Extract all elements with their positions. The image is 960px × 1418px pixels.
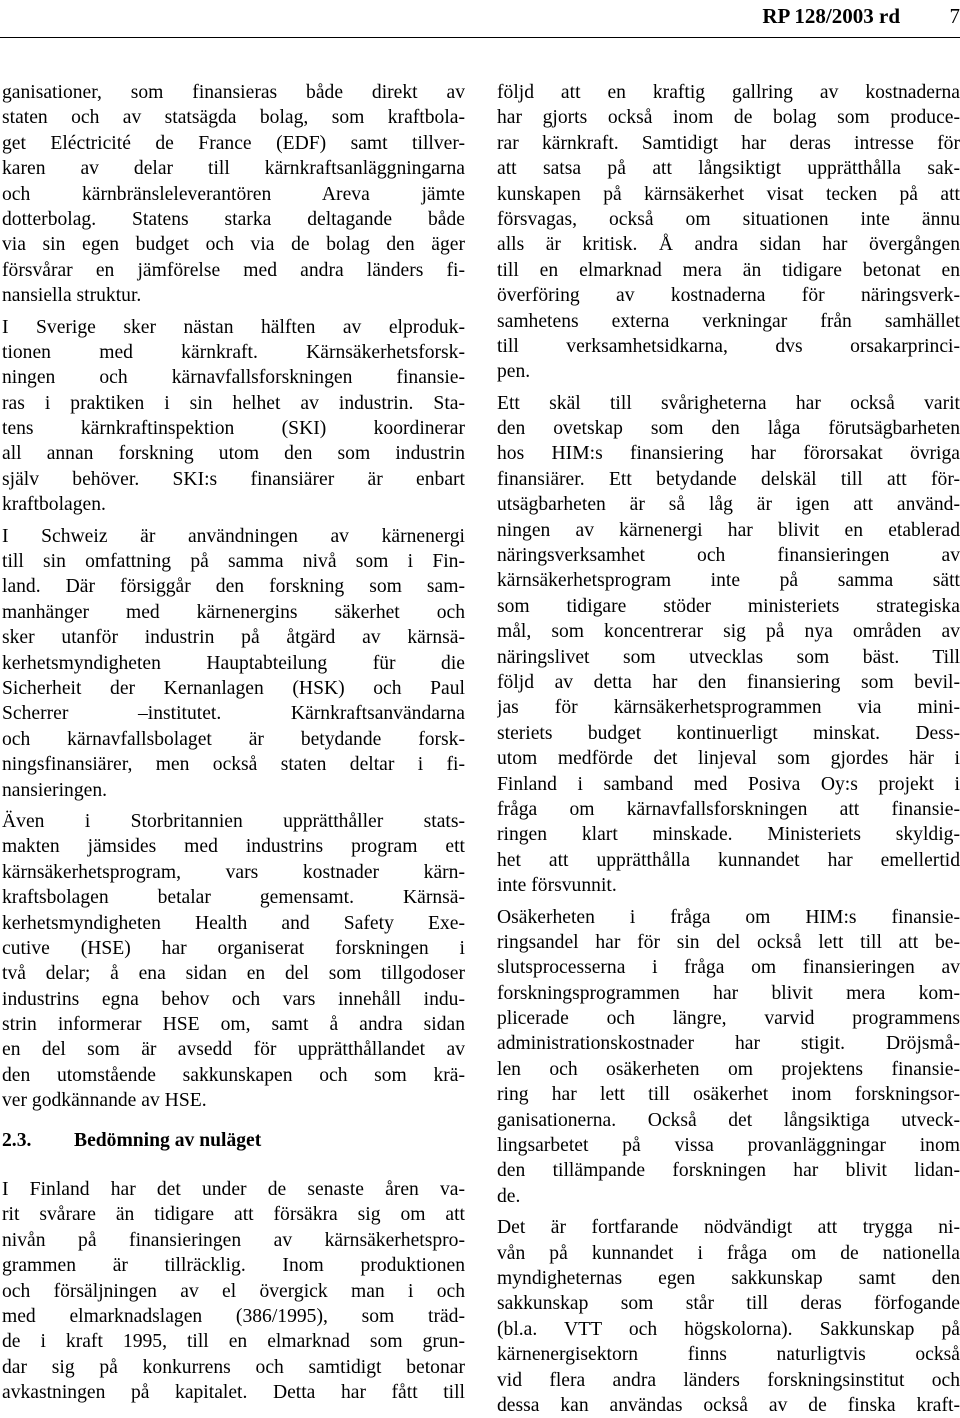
text-line: sker utanför industrin på åtgärd av kärnsä- — [2, 625, 465, 650]
text-line: staten och av statsägda bolag, som kraftbola- — [2, 105, 465, 130]
text-line: len och osäkerheten om projektens finansie- — [497, 1057, 960, 1082]
text-line: grammen är tillräcklig. Inom produktionen — [2, 1253, 465, 1278]
section-title: Bedömning av nuläget — [74, 1128, 261, 1153]
text-line: och kärnavfallsbolaget är betydande forsk- — [2, 727, 465, 752]
text-line: plicerade och längre, varvid programmens — [497, 1006, 960, 1031]
text-line: följd att en kraftig gallring av kostnaderna — [497, 80, 960, 105]
text-line: I Sverige sker nästan hälften av elproduk- — [2, 315, 465, 340]
text-line: ras i praktiken i sin helhet av industrin. Sta- — [2, 391, 465, 416]
text-line: administrationskostnader har stigit. Dröjsmå- — [497, 1031, 960, 1056]
text-line: ringsandel har för sin del också lett till att be- — [497, 930, 960, 955]
text-line: kraftsbolagen betalar gemensamt. Kärnsä- — [2, 885, 465, 910]
text-line: och försäljningen av el övergick man i och — [2, 1279, 465, 1304]
text-line: kraftbolagen. — [2, 492, 465, 517]
text-line: försvagas, också om situationen inte ännu — [497, 207, 960, 232]
text-line: het att upprätthålla kunnandet har emellertid — [497, 848, 960, 873]
text-line: Osäkerheten i fråga om HIM:s finansie- — [497, 905, 960, 930]
text-line: jas för kärnsäkerhetsprogrammen via mini- — [497, 695, 960, 720]
text-line: en del som är avsedd för upprätthållandet av — [2, 1037, 465, 1062]
text-line: mål, som koncentrerar sig på nya områden av — [497, 619, 960, 644]
text-line: lingsarbetet på vissa provanläggningar inom — [497, 1133, 960, 1158]
text-line: avkastningen på kapitalet. Detta har fått till — [2, 1380, 465, 1405]
text-line: rar kärnkraft. Samtidigt har deras intresse för — [497, 131, 960, 156]
text-line: ganisationerna. Också det långsiktiga utveck- — [497, 1108, 960, 1133]
text-line: näringsverksamhet och finansieringen av — [497, 543, 960, 568]
text-line: två delar; å ena sidan en del som tillgodoser — [2, 961, 465, 986]
text-line: tens kärnkraftinspektion (SKI) koordinerar — [2, 416, 465, 441]
text-line: nansieringen. — [2, 778, 465, 803]
text-line: karen av delar till kärnkraftsanläggningarna — [2, 156, 465, 181]
text-line: steriets budget kontinuerligt minskat. Dess- — [497, 721, 960, 746]
text-line: och kärnbränsleleverantören Areva jämte — [2, 182, 465, 207]
paragraph — [2, 80, 465, 309]
text-line: dar sig på konkurrens och samtidigt betonar — [2, 1355, 465, 1380]
right-column — [497, 80, 960, 1418]
paragraph — [2, 809, 465, 1114]
document-reference: RP 128/2003 rd — [762, 4, 900, 29]
text-line: ganisationer, som finansieras både direkt av — [2, 80, 465, 105]
text-line: dessa kan användas också av de finska kraft- — [497, 1393, 960, 1418]
text-line: till sin omfattning på samma nivå som i Fin- — [2, 549, 465, 574]
text-line: industrins egna behov och vars innehåll indu- — [2, 987, 465, 1012]
text-line: rit svårare än tidigare att försäkra sig om att — [2, 1202, 465, 1227]
text-line: I Finland har det under de senaste åren va- — [2, 1177, 465, 1202]
text-line: (bl.a. VTT och högskolorna). Sakkunskap på — [497, 1317, 960, 1342]
text-line: ningen av kärnenergi har blivit en etablerad — [497, 518, 960, 543]
text-line: överföring av kostnaderna för näringsverk- — [497, 283, 960, 308]
text-line: all annan forskning utom den som industrin — [2, 441, 465, 466]
text-line: fråga om kärnavfallsforskningen att finansie- — [497, 797, 960, 822]
text-line: ningen och kärnavfallsforskningen finansie- — [2, 365, 465, 390]
text-line: den tillämpande forskningen har blivit lidan- — [497, 1158, 960, 1183]
paragraph — [2, 315, 465, 518]
text-line: nivån på finansieringen av kärnsäkerhetspro- — [2, 1228, 465, 1253]
text-line: de. — [497, 1184, 960, 1209]
text-line: I Schweiz är användningen av kärnenergi — [2, 524, 465, 549]
text-line: kärnenergisektorn finns naturligtvis också — [497, 1342, 960, 1367]
text-line: den utomstående sakkunskapen och som krä- — [2, 1063, 465, 1088]
text-line: samhetens externa verkningar från samhället — [497, 309, 960, 334]
text-line: ringen klart minskade. Ministeriets skyldig- — [497, 822, 960, 847]
text-line: get Eléctricité de France (EDF) samt tillver- — [2, 131, 465, 156]
text-line: Det är fortfarande nödvändigt att trygga ni- — [497, 1215, 960, 1240]
section-heading — [2, 1128, 465, 1153]
text-line: forskningsprogrammen har blivit mera kom- — [497, 981, 960, 1006]
text-line: följd av detta har den finansiering som bevil- — [497, 670, 960, 695]
text-line: kärnsäkerhetsprogram inte på samma sätt — [497, 568, 960, 593]
paragraph — [2, 1177, 465, 1406]
text-line: kerhetsmyndigheten Health and Safety Exe- — [2, 911, 465, 936]
text-line: till verksamhetsidkarna, dvs orsakarprinci- — [497, 334, 960, 359]
text-line: kerhetsmyndigheten Hauptabteilung für die — [2, 651, 465, 676]
text-line: försvårar en jämförelse med andra länders fi- — [2, 258, 465, 283]
paragraph — [2, 524, 465, 803]
text-line: kunskapen på kärnsäkerhet visat tecken på att — [497, 182, 960, 207]
text-line: strin informerar HSE om, samt å andra sidan — [2, 1012, 465, 1037]
text-line: den ovetskap som den låga förutsägbarheten — [497, 416, 960, 441]
text-line: hos HIM:s finansiering har förorsakat övriga — [497, 441, 960, 466]
text-line: via sin egen budget och via de bolag den äger — [2, 232, 465, 257]
text-line: sakkunskap som står till deras förfogande — [497, 1291, 960, 1316]
paragraph — [497, 80, 960, 385]
text-line: näringslivet som utvecklas som bäst. Till — [497, 645, 960, 670]
text-line: finansiärer. Ett betydande delskäl till att för- — [497, 467, 960, 492]
page-number: 7 — [950, 4, 960, 29]
paragraph — [497, 391, 960, 899]
text-line: inte försvunnit. — [497, 873, 960, 898]
text-line: ningsfinansiärer, men också staten deltar i fi- — [2, 752, 465, 777]
section-number: 2.3. — [2, 1128, 74, 1153]
text-line: Ett skäl till svårigheterna har också varit — [497, 391, 960, 416]
text-line: utsägbarheten är så låg är igen att använd- — [497, 492, 960, 517]
text-line: själv behöver. SKI:s finansiärer är enbart — [2, 467, 465, 492]
text-line: manhänger med kärnenergins säkerhet och — [2, 600, 465, 625]
paragraph — [497, 905, 960, 1210]
text-line: kärnsäkerhetsprogram, vars kostnader kärn- — [2, 860, 465, 885]
text-line: cutive (HSE) har organiserat forskningen i — [2, 936, 465, 961]
text-line: som tidigare stöder ministeriets strategiska — [497, 594, 960, 619]
text-line: dotterbolag. Statens starka deltagande både — [2, 207, 465, 232]
text-line: vid flera andra länders forskningsinstitut och — [497, 1368, 960, 1393]
text-line: Scherrer –institutet. Kärnkraftsanvändarna — [2, 701, 465, 726]
text-line: till en elmarknad mera än tidigare betonat en — [497, 258, 960, 283]
text-line: vån på kunnandet i fråga om de nationella — [497, 1241, 960, 1266]
text-line: myndigheternas egen sakkunskap samt den — [497, 1266, 960, 1291]
text-line: Sicherheit der Kernanlagen (HSK) och Paul — [2, 676, 465, 701]
text-line: utom medförde det linjeval som gjordes här i — [497, 746, 960, 771]
text-line: har gjorts också inom de bolag som produce- — [497, 105, 960, 130]
text-line: Finland i samband med Posiva Oy:s projekt i — [497, 772, 960, 797]
page-header — [0, 4, 960, 30]
text-line: makten jämsides med industrins program ett — [2, 834, 465, 859]
paragraph — [497, 1215, 960, 1418]
text-line: nansiella struktur. — [2, 283, 465, 308]
text-line: alls är kritisk. Å andra sidan har övergången — [497, 232, 960, 257]
text-line: tionen med kärnkraft. Kärnsäkerhetsforsk- — [2, 340, 465, 365]
text-line: Även i Storbritannien upprätthåller stats- — [2, 809, 465, 834]
text-line: de i kraft 1995, till en elmarknad som grun- — [2, 1329, 465, 1354]
text-line: pen. — [497, 359, 960, 384]
text-line: med elmarknadslagen (386/1995), som träd- — [2, 1304, 465, 1329]
text-line: slutsprocesserna i fråga om finansieringen av — [497, 955, 960, 980]
left-column — [2, 80, 465, 1406]
header-rule — [0, 37, 960, 38]
text-line: land. Där försiggår den forskning som sam- — [2, 574, 465, 599]
text-line: ver godkännande av HSE. — [2, 1088, 465, 1113]
text-line: att satsa på att långsiktigt upprätthålla sak- — [497, 156, 960, 181]
text-line: ring har lett till osäkerhet inom forskningsor- — [497, 1082, 960, 1107]
